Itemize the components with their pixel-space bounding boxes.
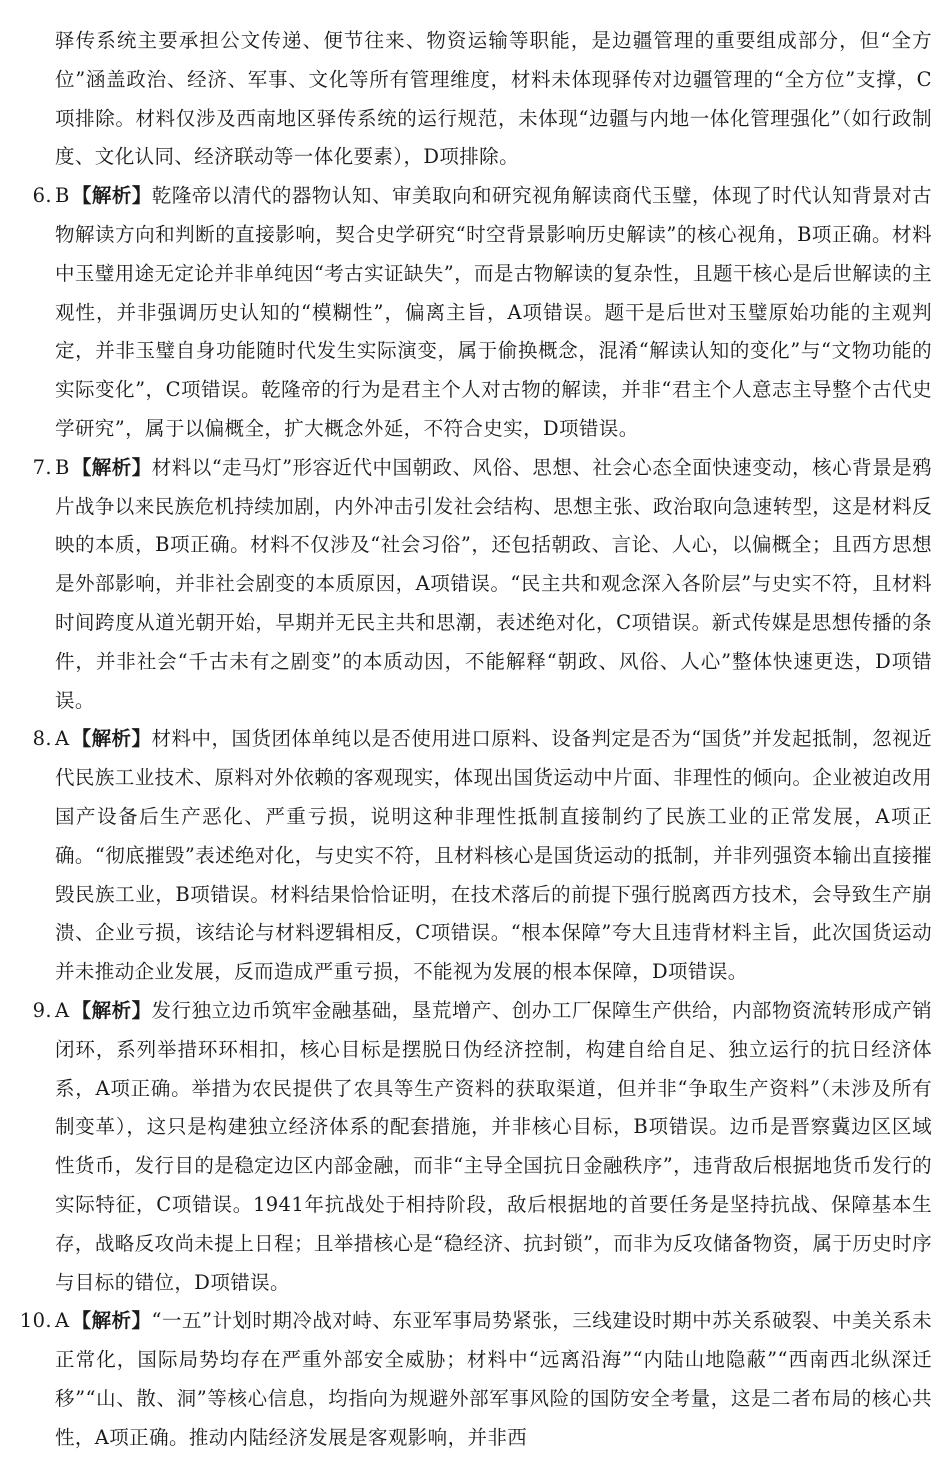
analysis-tag: 【解析】: [71, 184, 152, 208]
continued-paragraph: 驿传系统主要承担公文传递、便节往来、物资运输等职能，是边疆管理的重要组成部分，但“全方位”涵盖政治、经济、军事、文化等所有管理维度，材料未体现驿传对边疆管理的“全方位”支撑，C项排除。材料仅涉及西南地区驿传系统的运行规范，未体现“边疆与内地一体化管理强化”（如行政制度、文化认同、经济联动等一体化要素），D项排除。: [55, 29, 932, 169]
answer-item-10: [12, 1302, 932, 1457]
answer-item-8: [12, 720, 932, 992]
analysis-tag: 【解析】: [71, 998, 152, 1022]
item-answer: A: [55, 1309, 70, 1333]
item-answer: B: [55, 184, 70, 208]
analysis-tag: 【解析】: [71, 727, 152, 751]
item-text: “一五”计划时期冷战对峙、东亚军事局势紧张，三线建设时期中苏关系破裂、中美关系未正常化，国际局势均存在严重外部安全威胁；材料中“远离沿海”“内陆山地隐蔽”“西南西北纵深迁移”“山、散、洞”等核心信息，均指向为规避外部军事风险的国防安全考量，这是二者布局的核心共性，A项正确。推动内陆经济发展是客观影响，并非西: [55, 1309, 932, 1449]
analysis-tag: 【解析】: [71, 1309, 152, 1333]
item-number: 7.: [32, 455, 52, 479]
item-text: 乾隆帝以清代的器物认知、审美取向和研究视角解读商代玉璧，体现了时代认知背景对古物解读方向和判断的直接影响，契合史学研究“时空背景影响历史解读”的核心视角，B项正确。材料中玉璧用途无定论并非单纯因“考古实证缺失”，而是古物解读的复杂性，且题干核心是后世解读的主观性，并非强调历史认知的“模糊性”，偏离主旨，A项错误。题干是后世对玉璧原始功能的主观判定，并非玉璧自身功能随时代发生实际演变，属于偷换概念，混淆“解读认知的变化”与“文物功能的实际变化”，C项错误。乾隆帝的行为是君主个人对古物的解读，并非“君主个人意志主导整个古代史学研究”，属于以偏概全，扩大概念外延，不符合史实，D项错误。: [55, 184, 932, 440]
item-answer: B: [55, 455, 70, 479]
analysis-tag: 【解析】: [71, 455, 152, 479]
answer-item-6: [12, 177, 932, 449]
item-text: 材料以“走马灯”形容近代中国朝政、风俗、思想、社会心态全面快速变动，核心背景是鸦片战争以来民族危机持续加剧，内外冲击引发社会结构、思想主张、政治取向急速转型，这是材料反映的本质，B项正确。材料不仅涉及“社会习俗”，还包括朝政、言论、人心，以偏概全；且西方思想是外部影响，并非社会剧变的本质原因，A项错误。“民主共和观念深入各阶层”与史实不符，且材料时间跨度从道光朝开始，早期并无民主共和思潮，表述绝对化，C项错误。新式传媒是思想传播的条件，并非社会“千古未有之剧变”的本质动因，不能解释“朝政、风俗、人心”整体快速更迭，D项错误。: [55, 455, 932, 712]
answer-item-7: [12, 449, 932, 721]
item-text: 材料中，国货团体单纯以是否使用进口原料、设备判定是否为“国货”并发起抵制，忽视近代民族工业技术、原料对外依赖的客观现实，体现出国货运动中片面、非理性的倾向。企业被迫改用国产设备后生产恶化、严重亏损，说明这种非理性抵制直接制约了民族工业的正常发展，A项正确。“彻底摧毁”表述绝对化，与史实不符，且材料核心是国货运动的抵制，并非列强资本输出直接摧毁民族工业，B项错误。材料结果恰恰证明，在技术落后的前提下强行脱离西方技术，会导致生产崩溃、企业亏损，该结论与材料逻辑相反，C项错误。“根本保障”夸大且违背材料主旨，此次国货运动并未推动企业发展，反而造成严重亏损，不能视为发展的根本保障，D项错误。: [55, 727, 932, 984]
item-text: 发行独立边币筑牢金融基础，垦荒增产、创办工厂保障生产供给，内部物资流转形成产销闭环，系列举措环环相扣，核心目标是摆脱日伪经济控制，构建自给自足、独立运行的抗日经济体系，A项正确。举措为农民提供了农具等生产资料的获取渠道，但并非“争取生产资料”（未涉及所有制变革），这只是构建独立经济体系的配套措施，并非核心目标，B项错误。边币是晋察冀边区区域性货币，发行目的是稳定边区内部金融，而非“主导全国抗日金融秩序”，违背敌后根据地货币发行的实际特征，C项错误。1941年抗战处于相持阶段，敌后根据地的首要任务是坚持抗战、保障基本生存，战略反攻尚未提上日程；且举措核心是“稳经济、抗封锁”，而非为反攻储备物资，属于历史时序与目标的错位，D项错误。: [55, 998, 932, 1294]
item-number: 8.: [32, 727, 52, 751]
answer-item-9: [12, 992, 932, 1302]
item-number: 9.: [32, 998, 52, 1022]
item-answer: A: [55, 998, 70, 1022]
item-answer: A: [55, 727, 70, 751]
item-number: 6.: [32, 184, 52, 208]
item-number: 10.: [19, 1309, 52, 1333]
